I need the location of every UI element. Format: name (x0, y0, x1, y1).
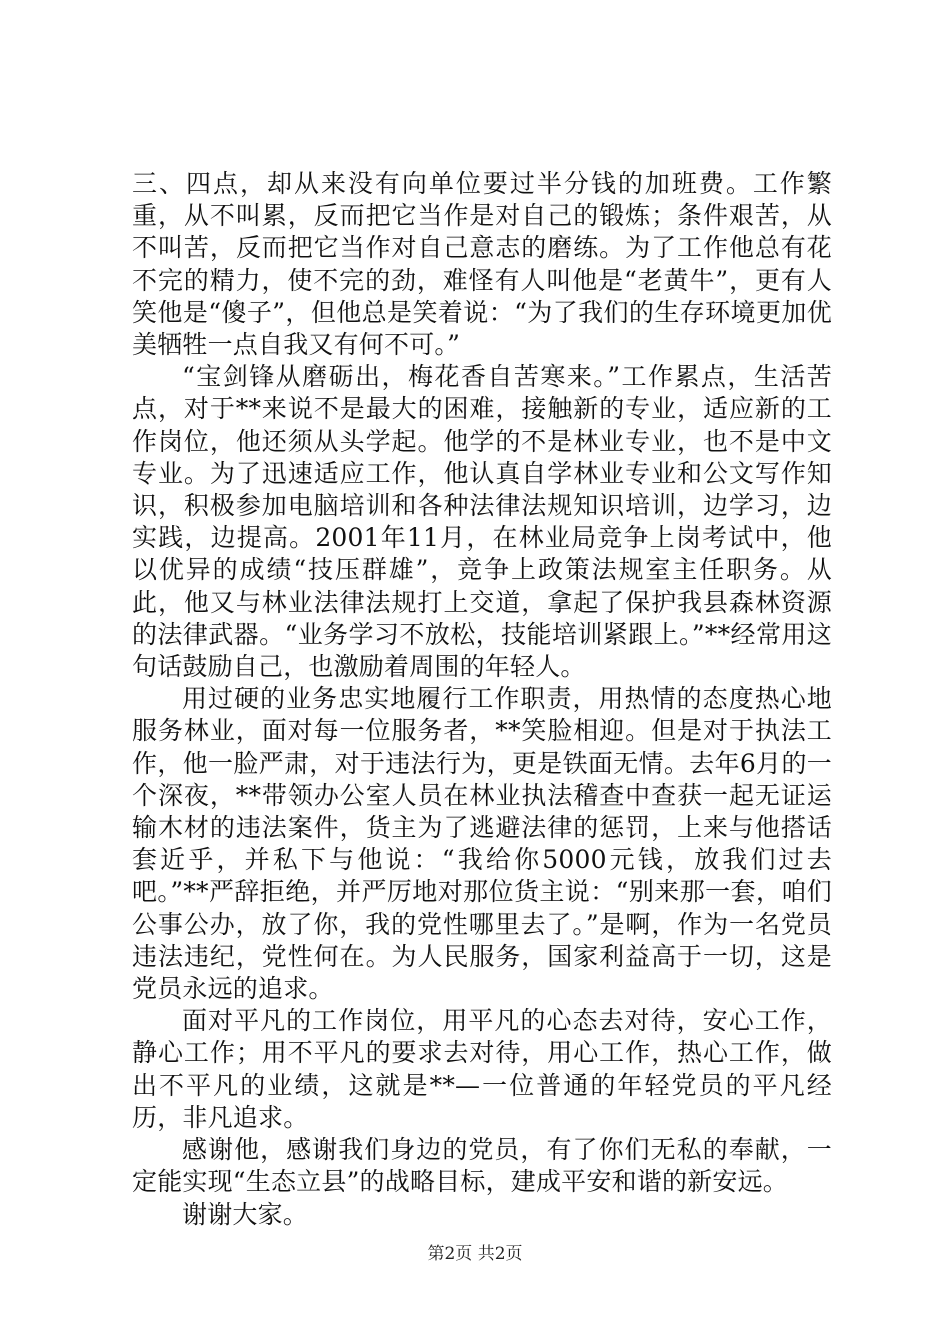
paragraph-closing: 谢谢大家。 (182, 1199, 309, 1229)
paragraph-thanks-members: 感谢他，感谢我们身边的党员，有了你们无私的奉献，一定能实现“生态立县”的战略目标，建成平安和谐的新安远。 (132, 1135, 832, 1197)
paragraph-continued: 三、四点，却从来没有向单位要过半分钱的加班费。工作繁重，从不叫累，反而把它当作是对自己的锻炼；条件艰苦，从不叫苦，反而把它当作对自己意志的磨练。为了工作他总有花不完的精力，使不完的劲，难怪有人叫他是“老黄牛”，更有人笑他是“傻子”，但他总是笑着说：“为了我们的生存环境更加优美牺牲一点自我又有何不可。” (132, 169, 832, 360)
paragraph-ordinary-post: 面对平凡的工作岗位，用平凡的心态去对待，安心工作，静心工作；用不平凡的要求去对待，用心工作，热心工作，做出不平凡的业绩，这就是**—一位普通的年轻党员的平凡经历，非凡追求。 (132, 1006, 832, 1132)
paragraph-study: “宝剑锋从磨砺出，梅花香自苦寒来。”工作累点，生活苦点，对于**来说不是最大的困难，接触新的专业，适应新的工作岗位，他还须从头学起。他学的不是林业专业，也不是中文专业。为了迅速适应工作，他认真自学林业专业和公文写作知识，积极参加电脑培训和各种法律法规知识培训，边学习，边实践，边提高。2001年11月，在林业局竞争上岗考试中，他以优异的成绩“技压群雄”，竞争上政策法规室主任职务。从此，他又与林业法律法规打上交道，拿起了保护我县森林资源的法律武器。“业务学习不放松，技能培训紧跟上。”**经常用这句话鼓励自己，也激励着周围的年轻人。 (132, 362, 832, 682)
paragraph-law-enforcement: 用过硬的业务忠实地履行工作职责，用热情的态度热心地服务林业，面对每一位服务者，**笑脸相迎。但是对于执法工作，他一脸严肃，对于违法行为，更是铁面无情。去年6月的一个深夜，**带领办公室人员在林业执法稽查中查获一起无证运输木材的违法案件，货主为了逃避法律的惩罚，上来与他搭话套近乎，并私下与他说：“我给你5000元钱，放我们过去吧。”**严辞拒绝，并严厉地对那位货主说：“别来那一套，咱们公事公办，放了你，我的党性哪里去了。”是啊，作为一名党员违法违纪，党性何在。为人民服务，国家利益高于一切，这是党员永远的追求。 (132, 684, 832, 1004)
page-number-footer: 第2页 共2页 (427, 1244, 523, 1264)
document-body (132, 168, 832, 1231)
